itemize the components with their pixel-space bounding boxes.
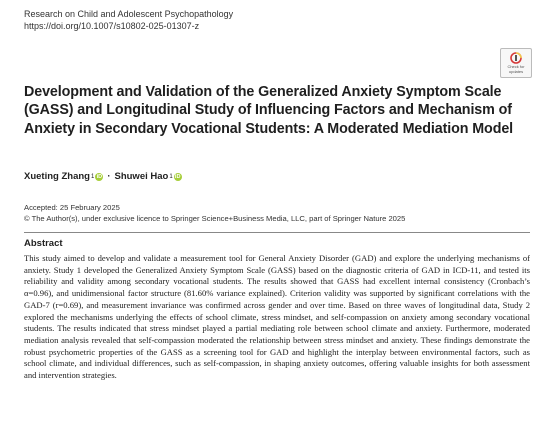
author-list: [24, 171, 182, 182]
copyright-line: © The Author(s), under exclusive licence to Springer Science+Business Media, LLC, part of Springer Nature 2025: [24, 214, 406, 223]
abstract-text: This study aimed to develop and validate a measurement tool for General Anxiety Disorder (GAD) and explore the underlying mechanisms of anxiety. Study 1 developed the Generalized Anxiety Symptom Scale (GASS) based on the diagnostic criteria of GAD in ICD-11, and tested its reliability and validity among secondary vocational students. The results showed that GASS had excellent internal consistency (Cronbach’s α=0.96), and unidimensional factor structure (81.60% variance explained). Criterion validity was supported by significant correlations with the GAD-7 (r=0.69), and measurement invariance was confirmed across gender and over time. Based on three waves of longitudinal data, Study 2 explored the mechanisms underlying the effects of school climate, stress mindset, and self-compassion on anxiety among secondary vocational students. The results indicated that stress mindset played a partial mediating role between school climate and anxiety. Furthermore, moderated mediation analysis revealed that self-compassion moderated the relationship between stress mindset and anxiety. These findings demonstrate the robust psychometric properties of the GASS as a screening tool for GAD and highlight the interplay between environmental factors, such as school climate, and individual differences, such as self-compassion, in shaping anxiety outcomes, offering valuable insights for both assessment and intervention strategies.: [24, 253, 530, 381]
article-meta: [24, 202, 405, 224]
author-2[interactable]: [114, 171, 181, 182]
journal-header: [24, 8, 233, 32]
author-name[interactable]: Xueting Zhang: [24, 171, 90, 182]
accepted-date: Accepted: 25 February 2025: [24, 203, 120, 212]
orcid-icon[interactable]: iD: [174, 173, 181, 180]
abstract-heading: Abstract: [24, 238, 63, 249]
badge-line1: Check for: [507, 64, 525, 69]
author-affiliation: 1: [169, 173, 173, 180]
author-affiliation: 1: [90, 173, 95, 180]
author-1[interactable]: [24, 171, 103, 182]
badge-line2: updates: [508, 69, 524, 74]
author-name[interactable]: Shuwei Hao: [114, 171, 169, 182]
orcid-icon[interactable]: iD: [96, 173, 103, 180]
section-divider: [24, 232, 530, 233]
author-separator: ·: [107, 171, 111, 182]
check-for-updates-icon: [510, 52, 522, 64]
check-for-updates-badge[interactable]: [500, 48, 532, 78]
article-title: Development and Validation of the Generalized Anxiety Symptom Scale (GASS) and Longitudinal Study of Influencing Factors and Mechanism of Anxiety in Secondary Vocational Students: A Moderated Mediation Model: [24, 84, 514, 137]
journal-name: Research on Child and Adolescent Psychopathology: [24, 9, 234, 19]
doi-link[interactable]: https://doi.org/10.1007/s10802-025-01307-z: [24, 21, 200, 31]
